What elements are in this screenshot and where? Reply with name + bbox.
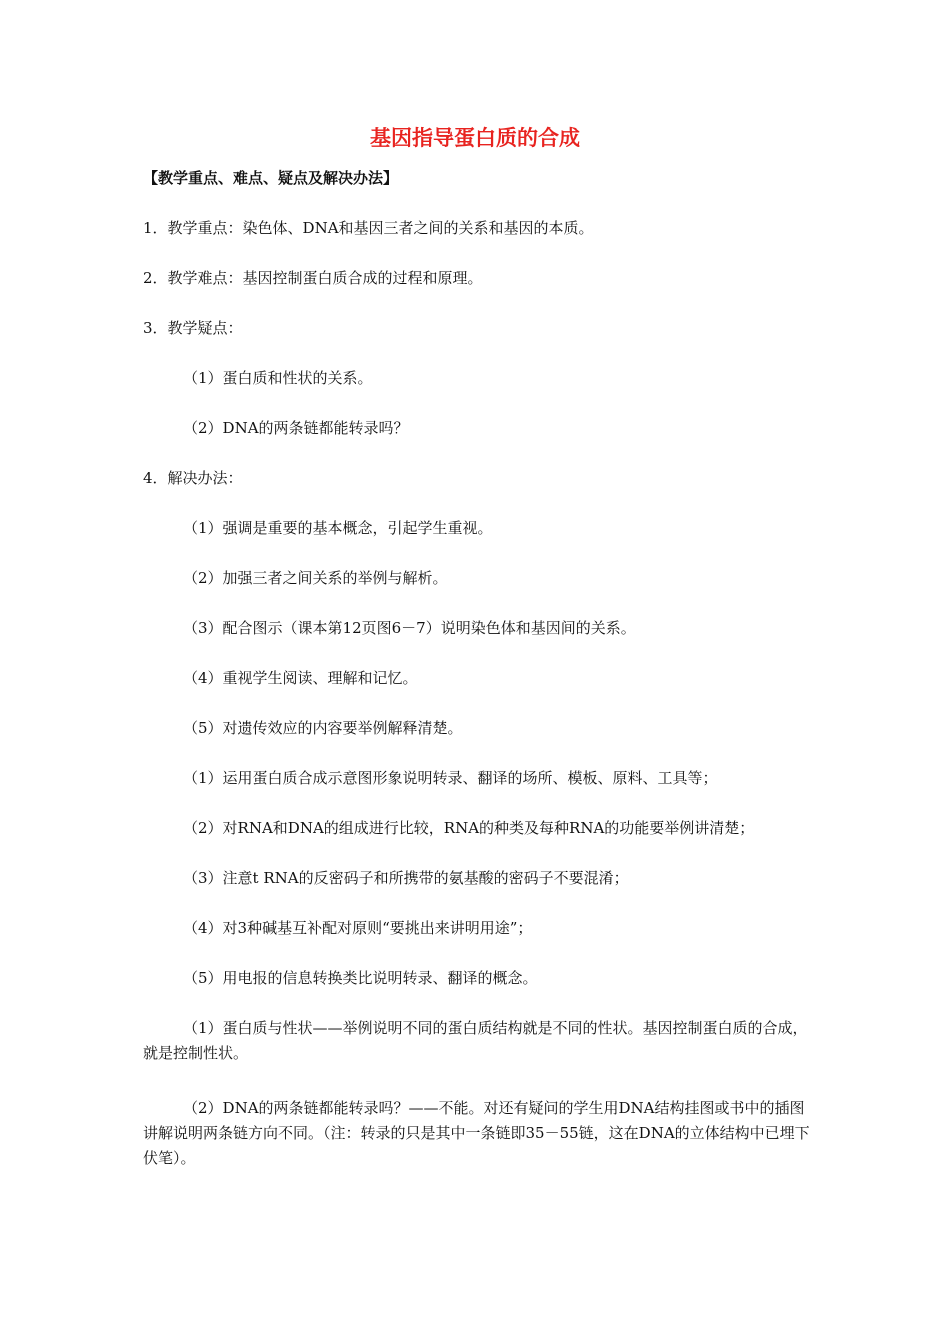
list-item: （1）强调是重要的基本概念，引起学生重视。	[183, 519, 493, 537]
document-title: 基因指导蛋白质的合成	[370, 126, 580, 150]
section-heading: 【教学重点、难点、疑点及解决办法】	[143, 169, 399, 187]
list-item: （3）配合图示（课本第12页图6－7）说明染色体和基因间的关系。	[183, 619, 636, 637]
list-item: （1）运用蛋白质合成示意图形象说明转录、翻译的场所、模板、原料、工具等；	[183, 769, 718, 787]
list-item: （4）重视学生阅读、理解和记忆。	[183, 669, 418, 687]
list-item-difficult-point: 2．教学难点：基因控制蛋白质合成的过程和原理。	[143, 269, 483, 287]
list-item-doubt-point: 3．教学疑点：	[143, 319, 243, 337]
paragraph-protein-traits: （1）蛋白质与性状——举例说明不同的蛋白质结构就是不同的性状。基因控制蛋白质的合成，就是控制性状。	[143, 1019, 808, 1062]
list-item: （2）DNA的两条链都能转录吗？	[183, 419, 409, 437]
list-item: （3）注意t RNA的反密码子和所携带的氨基酸的密码子不要混淆；	[183, 869, 629, 887]
list-item-solutions: 4．解决办法：	[143, 469, 243, 487]
list-item: （4）对3种碱基互补配对原则“要挑出来讲明用途”；	[183, 919, 533, 937]
paragraph-dna-transcription: （2）DNA的两条链都能转录吗？——不能。对还有疑问的学生用DNA结构挂图或书中的插图讲解说明两条链方向不同。（注：转录的只是其中一条链即35－55链，这在DNA的立体结构中已埋下伏笔）。	[143, 1099, 810, 1167]
list-item: （1）蛋白质和性状的关系。	[183, 369, 373, 387]
list-item: （5）对遗传效应的内容要举例解释清楚。	[183, 719, 463, 737]
list-item: （5）用电报的信息转换类比说明转录、翻译的概念。	[183, 969, 538, 987]
list-item: （2）加强三者之间关系的举例与解析。	[183, 569, 448, 587]
list-item-key-point: 1．教学重点：染色体、DNA和基因三者之间的关系和基因的本质。	[143, 219, 594, 237]
list-item: （2）对RNA和DNA的组成进行比较，RNA的种类及每种RNA的功能要举例讲清楚；	[183, 819, 755, 837]
